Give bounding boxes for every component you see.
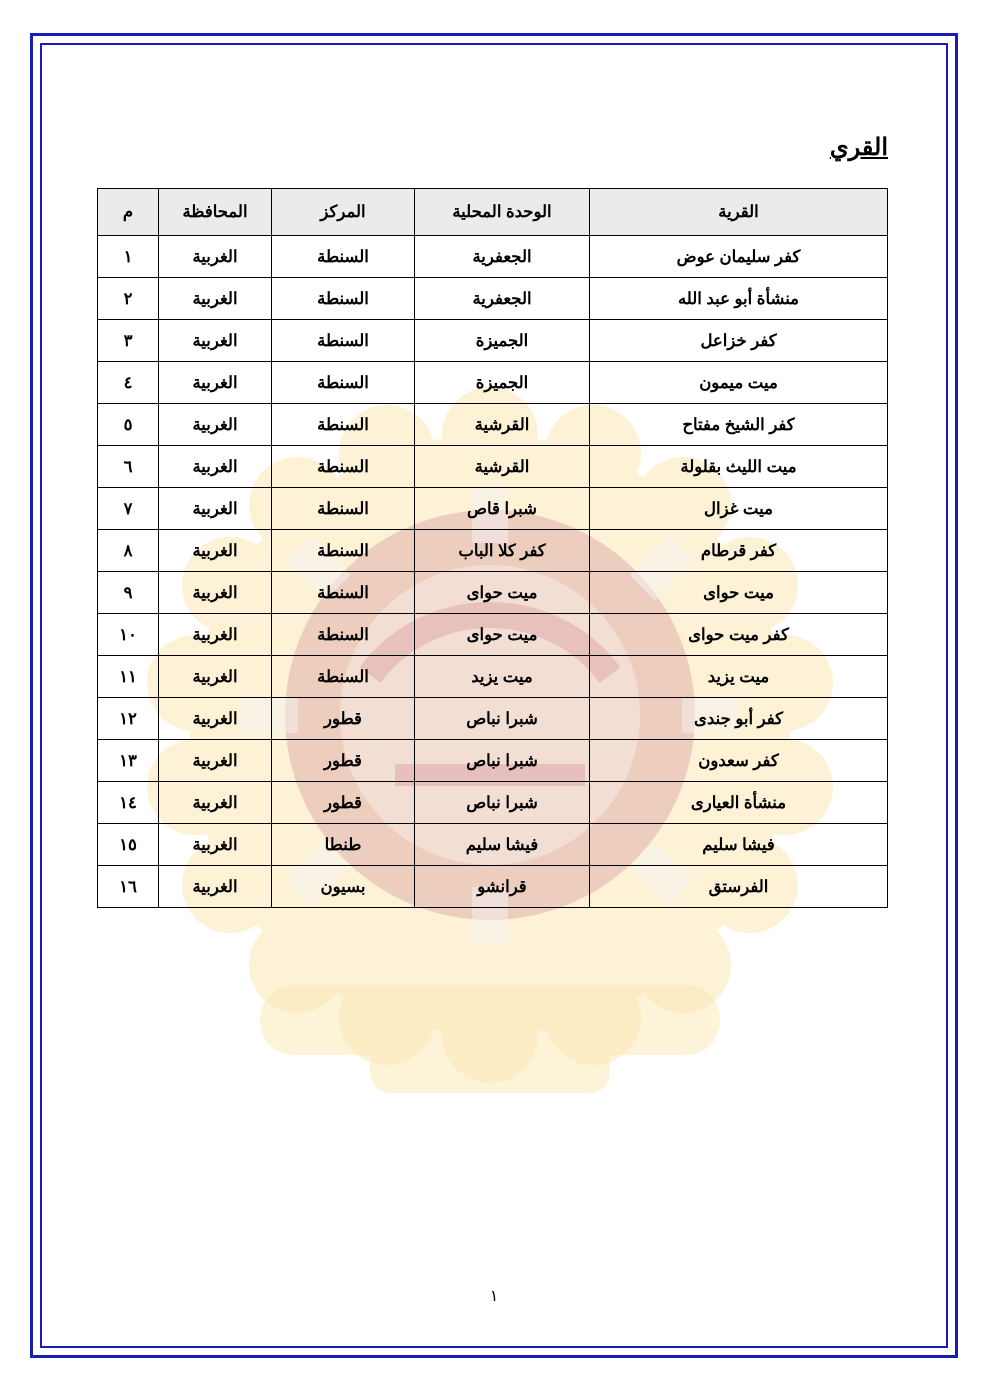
cell-index: ٢ bbox=[98, 278, 159, 320]
cell-center: السنطة bbox=[272, 278, 415, 320]
table-row bbox=[98, 530, 888, 572]
table-row bbox=[98, 614, 888, 656]
cell-village: كفر سليمان عوض bbox=[590, 236, 888, 278]
column-header-local-unit: الوحدة المحلية bbox=[415, 189, 590, 236]
cell-index: ١١ bbox=[98, 656, 159, 698]
cell-index: ١ bbox=[98, 236, 159, 278]
cell-index: ١٣ bbox=[98, 740, 159, 782]
cell-village: ميت غزال bbox=[590, 488, 888, 530]
cell-governorate: الغربية bbox=[159, 488, 272, 530]
cell-local-unit: ميت يزيد bbox=[415, 656, 590, 698]
cell-village: كفر قرطام bbox=[590, 530, 888, 572]
cell-governorate: الغربية bbox=[159, 782, 272, 824]
villages-table-container bbox=[98, 188, 888, 908]
table-row bbox=[98, 698, 888, 740]
cell-center: السنطة bbox=[272, 614, 415, 656]
table-row bbox=[98, 278, 888, 320]
cell-center: السنطة bbox=[272, 656, 415, 698]
table-row bbox=[98, 866, 888, 908]
table-row bbox=[98, 320, 888, 362]
cell-index: ٥ bbox=[98, 404, 159, 446]
cell-local-unit: شبرا قاص bbox=[415, 488, 590, 530]
table-row bbox=[98, 488, 888, 530]
cell-governorate: الغربية bbox=[159, 698, 272, 740]
cell-governorate: الغربية bbox=[159, 236, 272, 278]
cell-center: السنطة bbox=[272, 446, 415, 488]
cell-local-unit: الجميزة bbox=[415, 320, 590, 362]
villages-table-body bbox=[98, 236, 888, 908]
table-row bbox=[98, 782, 888, 824]
table-row bbox=[98, 824, 888, 866]
cell-center: السنطة bbox=[272, 236, 415, 278]
table-row bbox=[98, 740, 888, 782]
cell-governorate: الغربية bbox=[159, 446, 272, 488]
page-title: القري bbox=[829, 134, 888, 161]
cell-local-unit: فيشا سليم bbox=[415, 824, 590, 866]
table-row bbox=[98, 362, 888, 404]
cell-village: الفرستق bbox=[590, 866, 888, 908]
cell-local-unit: الجميزة bbox=[415, 362, 590, 404]
table-row bbox=[98, 446, 888, 488]
cell-village: منشأة العيارى bbox=[590, 782, 888, 824]
cell-local-unit: القرشية bbox=[415, 446, 590, 488]
table-row bbox=[98, 236, 888, 278]
cell-local-unit: ميت حواى bbox=[415, 572, 590, 614]
cell-village: كفر خزاعل bbox=[590, 320, 888, 362]
cell-governorate: الغربية bbox=[159, 614, 272, 656]
cell-index: ٩ bbox=[98, 572, 159, 614]
cell-village: منشأة أبو عبد الله bbox=[590, 278, 888, 320]
table-header-row bbox=[98, 189, 888, 236]
table-row bbox=[98, 572, 888, 614]
cell-local-unit: قرانشو bbox=[415, 866, 590, 908]
cell-center: السنطة bbox=[272, 404, 415, 446]
cell-center: قطور bbox=[272, 698, 415, 740]
table-row bbox=[98, 404, 888, 446]
cell-village: كفر الشيخ مفتاح bbox=[590, 404, 888, 446]
cell-index: ١٠ bbox=[98, 614, 159, 656]
column-header-governorate: المحافظة bbox=[159, 189, 272, 236]
villages-table bbox=[97, 188, 888, 908]
cell-index: ١٤ bbox=[98, 782, 159, 824]
cell-governorate: الغربية bbox=[159, 866, 272, 908]
cell-index: ١٥ bbox=[98, 824, 159, 866]
cell-center: السنطة bbox=[272, 572, 415, 614]
page-content bbox=[40, 43, 948, 1348]
cell-index: ٦ bbox=[98, 446, 159, 488]
cell-governorate: الغربية bbox=[159, 572, 272, 614]
cell-governorate: الغربية bbox=[159, 656, 272, 698]
cell-village: ميت ميمون bbox=[590, 362, 888, 404]
cell-governorate: الغربية bbox=[159, 740, 272, 782]
cell-local-unit: كفر كلا الباب bbox=[415, 530, 590, 572]
cell-governorate: الغربية bbox=[159, 404, 272, 446]
cell-local-unit: شبرا نباص bbox=[415, 698, 590, 740]
cell-center: قطور bbox=[272, 782, 415, 824]
cell-governorate: الغربية bbox=[159, 530, 272, 572]
cell-village: ميت الليث بقلولة bbox=[590, 446, 888, 488]
cell-local-unit: الجعفرية bbox=[415, 278, 590, 320]
cell-index: ٣ bbox=[98, 320, 159, 362]
cell-village: ميت يزيد bbox=[590, 656, 888, 698]
cell-center: بسيون bbox=[272, 866, 415, 908]
cell-index: ٤ bbox=[98, 362, 159, 404]
cell-index: ١٢ bbox=[98, 698, 159, 740]
cell-index: ٨ bbox=[98, 530, 159, 572]
cell-village: كفر ميت حواى bbox=[590, 614, 888, 656]
cell-local-unit: ميت حواى bbox=[415, 614, 590, 656]
cell-governorate: الغربية bbox=[159, 278, 272, 320]
cell-index: ١٦ bbox=[98, 866, 159, 908]
cell-village: كفر أبو جندى bbox=[590, 698, 888, 740]
column-header-index: م bbox=[98, 189, 159, 236]
table-row bbox=[98, 656, 888, 698]
cell-local-unit: الجعفرية bbox=[415, 236, 590, 278]
cell-center: قطور bbox=[272, 740, 415, 782]
cell-village: كفر سعدون bbox=[590, 740, 888, 782]
cell-local-unit: شبرا نباص bbox=[415, 782, 590, 824]
cell-center: السنطة bbox=[272, 362, 415, 404]
cell-local-unit: شبرا نباص bbox=[415, 740, 590, 782]
cell-center: طنطا bbox=[272, 824, 415, 866]
cell-center: السنطة bbox=[272, 530, 415, 572]
cell-village: فيشا سليم bbox=[590, 824, 888, 866]
page-number: ١ bbox=[489, 1288, 499, 1305]
column-header-center: المركز bbox=[272, 189, 415, 236]
cell-index: ٧ bbox=[98, 488, 159, 530]
cell-village: ميت حواى bbox=[590, 572, 888, 614]
cell-center: السنطة bbox=[272, 320, 415, 362]
cell-local-unit: القرشية bbox=[415, 404, 590, 446]
cell-center: السنطة bbox=[272, 488, 415, 530]
cell-governorate: الغربية bbox=[159, 320, 272, 362]
column-header-village: القرية bbox=[590, 189, 888, 236]
cell-governorate: الغربية bbox=[159, 824, 272, 866]
cell-governorate: الغربية bbox=[159, 362, 272, 404]
